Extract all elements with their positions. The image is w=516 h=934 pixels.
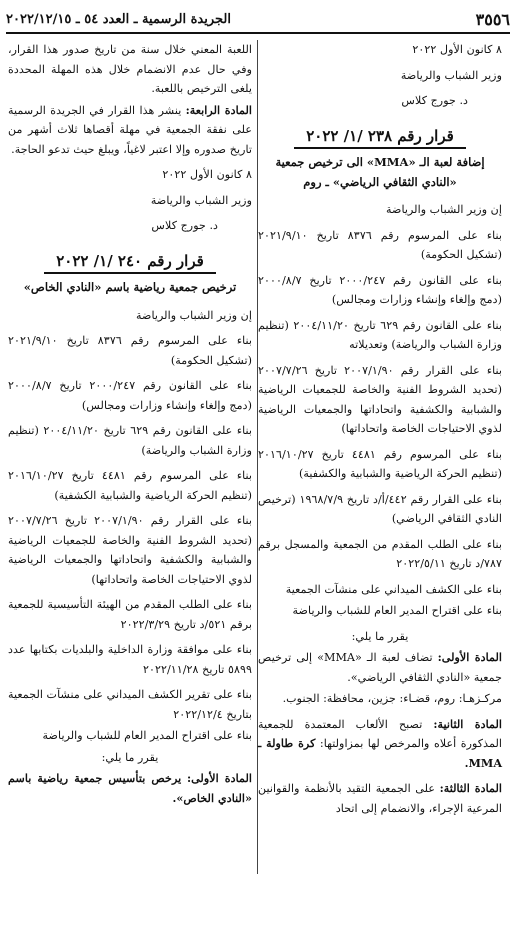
whereas-clause: بناء على الطلب المقدم من الجمعية والمسجل برقم ٧٨٧/د تاريخ ٢٠٢٢/٥/١١ [258,537,502,570]
signature-date: ٨ كانون الأول ٢٠٢٢ [162,168,252,181]
whereas-clause: بناء على القانون رقم ٦٢٩ تاريخ ٢٠٠٤/١١/٢٠ (تنظيم وزارة الشباب والرياضة) [8,424,252,457]
whereas-clause: بناء على المرسوم رقم ٤٤٨١ تاريخ ٢٠١٦/١٠/٢٧ (تنظيم الحركة الرياضية والشبابية والكشفية) [258,447,502,480]
article-4 [8,101,252,160]
whereas-clause: بناء على القانون رقم ٢٠٠٠/٢٤٧ تاريخ ٢٠٠٠/٨/٧ (دمج وإلغاء وإنشاء وزارات ومجالس) [8,379,252,412]
article-2 [258,715,502,774]
article-label: المادة الأولى: [437,650,502,664]
left-column [8,40,252,810]
whereas-clause: بناء على موافقة وزارة الداخلية والبلديات بكتابها عدد ٥٨٩٩ تاريخ ٢٠٢٢/١١/٢٨ [8,643,252,676]
minister-intro: إن وزير الشباب والرياضة [135,308,252,322]
location-line: مركـزهـا: روم، قضـاء: جزين، محافظة: الجنوب. [282,692,502,705]
article-text: يرخص بتأسيس جمعية رياضية باسم «النادي الخاص». [8,771,252,805]
signature-name: د. جورج كلاس [401,94,468,107]
whereas-clause: بناء على اقتراح المدير العام للشباب والرياضة [42,729,252,742]
whereas-clause: بناء على المرسوم رقم ٤٤٨١ تاريخ ٢٠١٦/١٠/٢٧ (تنظيم الحركة الرياضية والشبابية الكشفية) [8,469,252,502]
article-1 [258,648,502,687]
article-1 [8,769,252,808]
whereas-clause: بناء على القانون رقم ٦٢٩ تاريخ ٢٠٠٤/١١/٢٠ (تنظيم وزارة الشباب والرياضة) وتعديلاته [258,318,502,351]
signature-name: د. جورج كلاس [151,219,218,232]
continued-text: اللعبة المعني خلال سنة من تاريخ صدور هذا القرار، وفي حال عدم الانضمام خلال هذه المهلة المحددة يلغى الترخيص باللعبة. [8,43,252,95]
page-header [6,6,510,34]
article-label: المادة الثانية: [433,716,502,731]
running-title: الجريدة الرسمية ـ العدد ٥٤ ـ ٢٠٢٢/١٢/١٥ [6,11,232,27]
article-label: المادة الأولى: [186,771,252,785]
whereas-clause: بناء على القرار رقم ٢٠٠٧/١/٩٠ تاريخ ٢٠٠٧/٧/٢٦ (تحديد الشروط الفنية والخاصة للجمعيات الرياضية والشبابية والكشفية واتحاداتها والجمعيات الرياضية لذوي الاحتياجات الخاصة واتحاداتها) [258,363,502,435]
whereas-clause: بناء على اقتراح المدير العام للشباب والرياضة [292,604,502,617]
article-text: تضاف لعبة الـ «MMA» إلى ترخيص جمعية «النادي الثقافي الرياضي». [258,651,502,684]
signature-block [258,40,502,111]
signature-date: ٨ كانون الأول ٢٠٢٢ [412,43,502,56]
article-label: المادة الثالثة: [439,781,502,795]
whereas-clause: بناء على المرسوم رقم ٨٣٧٦ تاريخ ٢٠٢١/٩/١٠ (تشكيل الحكومة) [258,228,502,261]
whereas-clause: بناء على الطلب المقدم من الهيئة التأسيسية للجمعية برقم ٥٢١/د تاريخ ٢٠٢٢/٣/٢٩ [8,598,252,631]
decision-number: قرار رقم ٢٣٨ /١/ ٢٠٢٢ [294,127,466,149]
signature-block [8,165,252,236]
whereas-clause: بناء على القانون رقم ٢٠٠٠/٢٤٧ تاريخ ٢٠٠٠/٨/٧ (دمج وإلغاء وإنشاء وزارات ومجالس) [258,273,502,306]
whereas-clause: بناء على تقرير الكشف الميداني على منشآت الجمعية بتاريخ ٢٠٢٢/١٢/٤ [8,688,252,721]
right-column [258,40,502,820]
article-3 [258,779,502,818]
whereas-clause: بناء على الكشف الميداني على منشآت الجمعية [285,582,502,596]
decision-heading [258,127,502,148]
decides-heading: يقرر ما يلي: [351,629,409,643]
article-emphasis: كرة طاولة ـ MMA. [258,736,502,770]
whereas-clause: بناء على القرار رقم ٢٠٠٧/١/٩٠ تاريخ ٢٠٠٧/٧/٢٦ (تحديد الشروط الفنية والخاصة للجمعيات الرياضية والشبابية والكشفية واتحاداتها والجمعيات الرياضية لذوي الاحتياجات الخاصة واتحاداتها) [8,514,252,586]
decision-heading [8,252,252,273]
article-text: على الجمعية التقيد بالأنظمة والقوانين المرعية الإجراء، والانضمام إلى اتحاد [258,782,502,815]
page-number: ٣٥٥٦ [475,9,510,29]
whereas-clause: بناء على المرسوم رقم ٨٣٧٦ تاريخ ٢٠٢١/٩/١٠ (تشكيل الحكومة) [8,334,252,367]
decision-title: إضافة لعبة الـ «MMA» الى ترخيص جمعية «النادي الثقافي الرياضي» ـ روم [275,155,485,189]
article-text: تصبح الألعاب المعتمدة للجمعية المذكورة أعلاه والمرخص لها بمزاولتها: [258,717,502,750]
article-label: المادة الرابعة: [185,102,252,117]
decision-number: قرار رقم ٢٤٠ /١/ ٢٠٢٢ [44,252,216,274]
minister-intro: إن وزير الشباب والرياضة [385,203,502,216]
signature-title: وزير الشباب والرياضة [150,193,252,207]
decides-heading: يقرر ما يلي: [101,750,159,764]
article-text: ينشر هذا القرار في الجريدة الرسمية على نفقة الجمعية في مهلة أقصاها ثلاث أشهر من تاريخ صدوره وإلا اعتبر لاغياً، ويبلغ حيث تدعو الحاجة. [8,103,252,156]
decision-title: ترخيص جمعية رياضية باسم «النادي الخاص» [23,280,237,294]
signature-title: وزير الشباب والرياضة [400,68,502,82]
whereas-clause: بناء على القرار رقم ٤٤٢/أ/د تاريخ ١٩٦٨/٧/٩ (ترخيص النادي الثقافي الرياضي) [258,492,502,525]
